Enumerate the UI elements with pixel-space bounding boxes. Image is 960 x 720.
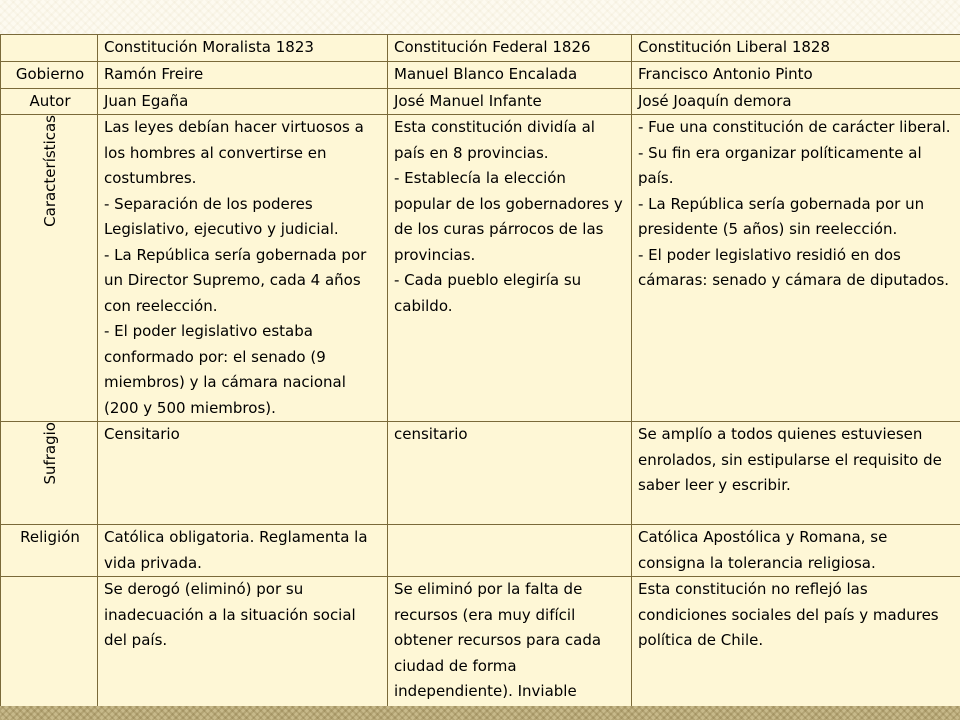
- caracteristicas-1826-item: Esta constitución dividía al país en 8 provincias.: [394, 118, 595, 162]
- row-gobierno: [1, 62, 960, 89]
- header-corner-cell: [1, 35, 98, 62]
- religion-1828: Católica Apostólica y Romana, se consigna la tolerancia religiosa.: [632, 525, 960, 577]
- caracteristicas-1828: [632, 115, 960, 422]
- constitutions-table: [0, 34, 960, 708]
- caracteristicas-1826-item: - Establecía la elección popular de los gobernadores y de los curas párrocos de las provincias.: [394, 169, 623, 264]
- header-federal-1826: Constitución Federal 1826: [388, 35, 632, 62]
- row-label-autor: Autor: [1, 88, 98, 115]
- header-moralista-1823: Constitución Moralista 1823: [98, 35, 388, 62]
- row-fin: [1, 577, 960, 708]
- sufragio-1828: Se amplío a todos quienes estuviesen enrolados, sin estipularse el requisito de saber leer y escribir.: [632, 422, 960, 525]
- caracteristicas-1828-item: - La República sería gobernada por un presidente (5 años) sin reelección.: [638, 194, 925, 238]
- autor-1826: José Manuel Infante: [388, 88, 632, 115]
- caracteristicas-1826-item: - Cada pueblo elegiría su cabildo.: [394, 271, 582, 315]
- row-label-fin: [1, 577, 98, 708]
- row-autor: [1, 88, 960, 115]
- row-label-religion: Religión: [1, 525, 98, 577]
- caracteristicas-1828-item: - Su fin era organizar políticamente al país.: [638, 143, 922, 187]
- caracteristicas-1823-item: - El poder legislativo estaba conformado por: el senado (9 miembros) y la cámara nacional (200 y 500 miembros).: [104, 322, 346, 417]
- row-religion: [1, 525, 960, 577]
- autor-1823: Juan Egaña: [98, 88, 388, 115]
- caracteristicas-1828-item: - Fue una constitución de carácter liberal.: [638, 118, 951, 136]
- sufragio-1823: Censitario: [98, 422, 388, 525]
- row-sufragio: [1, 422, 960, 525]
- caracteristicas-1823-item: - Separación de los poderes Legislativo, ejecutivo y judicial.: [104, 194, 339, 238]
- row-label-caracteristicas: [1, 115, 98, 422]
- caracteristicas-1823: [98, 115, 388, 422]
- fin-1823: Se derogó (eliminó) por su inadecuación a la situación social del país.: [98, 577, 388, 708]
- header-liberal-1828: Constitución Liberal 1828: [632, 35, 960, 62]
- caracteristicas-label-text: Características: [41, 115, 59, 227]
- gobierno-1823: Ramón Freire: [98, 62, 388, 89]
- religion-1823: Católica obligatoria. Reglamenta la vida privada.: [98, 525, 388, 577]
- caracteristicas-1823-item: - La República sería gobernada por un Director Supremo, cada 4 años con reelección.: [104, 245, 367, 315]
- caracteristicas-1823-item: Las leyes debían hacer virtuosos a los hombres al convertirse en costumbres.: [104, 118, 364, 187]
- row-label-gobierno: Gobierno: [1, 62, 98, 89]
- sufragio-label-text: Sufragio: [41, 422, 59, 485]
- sufragio-1826: censitario: [388, 422, 632, 525]
- row-caracteristicas: [1, 115, 960, 422]
- caracteristicas-1828-item: - El poder legislativo residió en dos cámaras: senado y cámara de diputados.: [638, 245, 950, 289]
- autor-1828: José Joaquín demora: [632, 88, 960, 115]
- gobierno-1826: Manuel Blanco Encalada: [388, 62, 632, 89]
- caracteristicas-1826: [388, 115, 632, 422]
- gobierno-1828: Francisco Antonio Pinto: [632, 62, 960, 89]
- bottom-decorative-band: [0, 706, 960, 720]
- row-label-sufragio: [1, 422, 98, 525]
- fin-1828: Esta constitución no reflejó las condiciones sociales del país y madures política de Chile.: [632, 577, 960, 708]
- fin-1826: Se eliminó por la falta de recursos (era muy difícil obtener recursos para cada ciudad de forma independiente). Inviable: [388, 577, 632, 708]
- header-row: [1, 35, 960, 62]
- religion-1826: [388, 525, 632, 577]
